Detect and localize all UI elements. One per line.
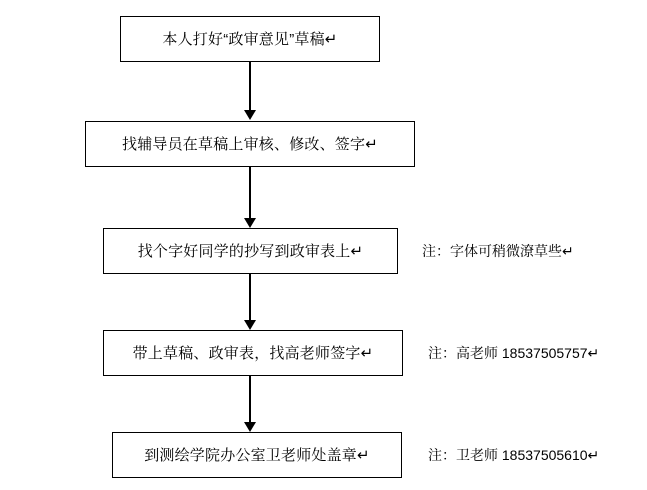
flow-node-step-4	[103, 330, 403, 376]
arrow-head-4-5	[244, 422, 256, 432]
connector-3-4	[249, 274, 251, 322]
flow-node-step-3	[103, 228, 398, 274]
flow-node-label: 到测绘学院办公室卫老师处盖章↵	[144, 446, 370, 464]
connector-4-5	[249, 376, 251, 424]
arrow-head-3-4	[244, 320, 256, 330]
flow-node-step-5	[112, 432, 402, 478]
note-text: 注：高老师 18537505757↵	[428, 345, 600, 361]
note-step-4	[428, 330, 599, 376]
connector-1-2	[249, 62, 251, 112]
connector-2-3	[249, 167, 251, 220]
flow-node-step-1	[120, 16, 380, 62]
flow-node-label: 本人打好“政审意见”草稿↵	[162, 30, 338, 48]
note-step-3	[422, 228, 574, 274]
note-text: 注：卫老师 18537505610↵	[428, 447, 600, 463]
flow-node-label: 找个字好同学的抄写到政审表上↵	[137, 242, 364, 260]
arrow-head-2-3	[244, 218, 256, 228]
arrow-head-1-2	[244, 110, 256, 120]
flow-node-label: 带上草稿、政审表，找高老师签字↵	[132, 344, 374, 362]
flow-node-step-2	[85, 121, 415, 167]
flow-node-label: 找辅导员在草稿上审核、修改、签字↵	[122, 135, 378, 153]
note-text: 注：字体可稍微潦草些↵	[422, 243, 574, 259]
note-step-5	[428, 432, 599, 478]
